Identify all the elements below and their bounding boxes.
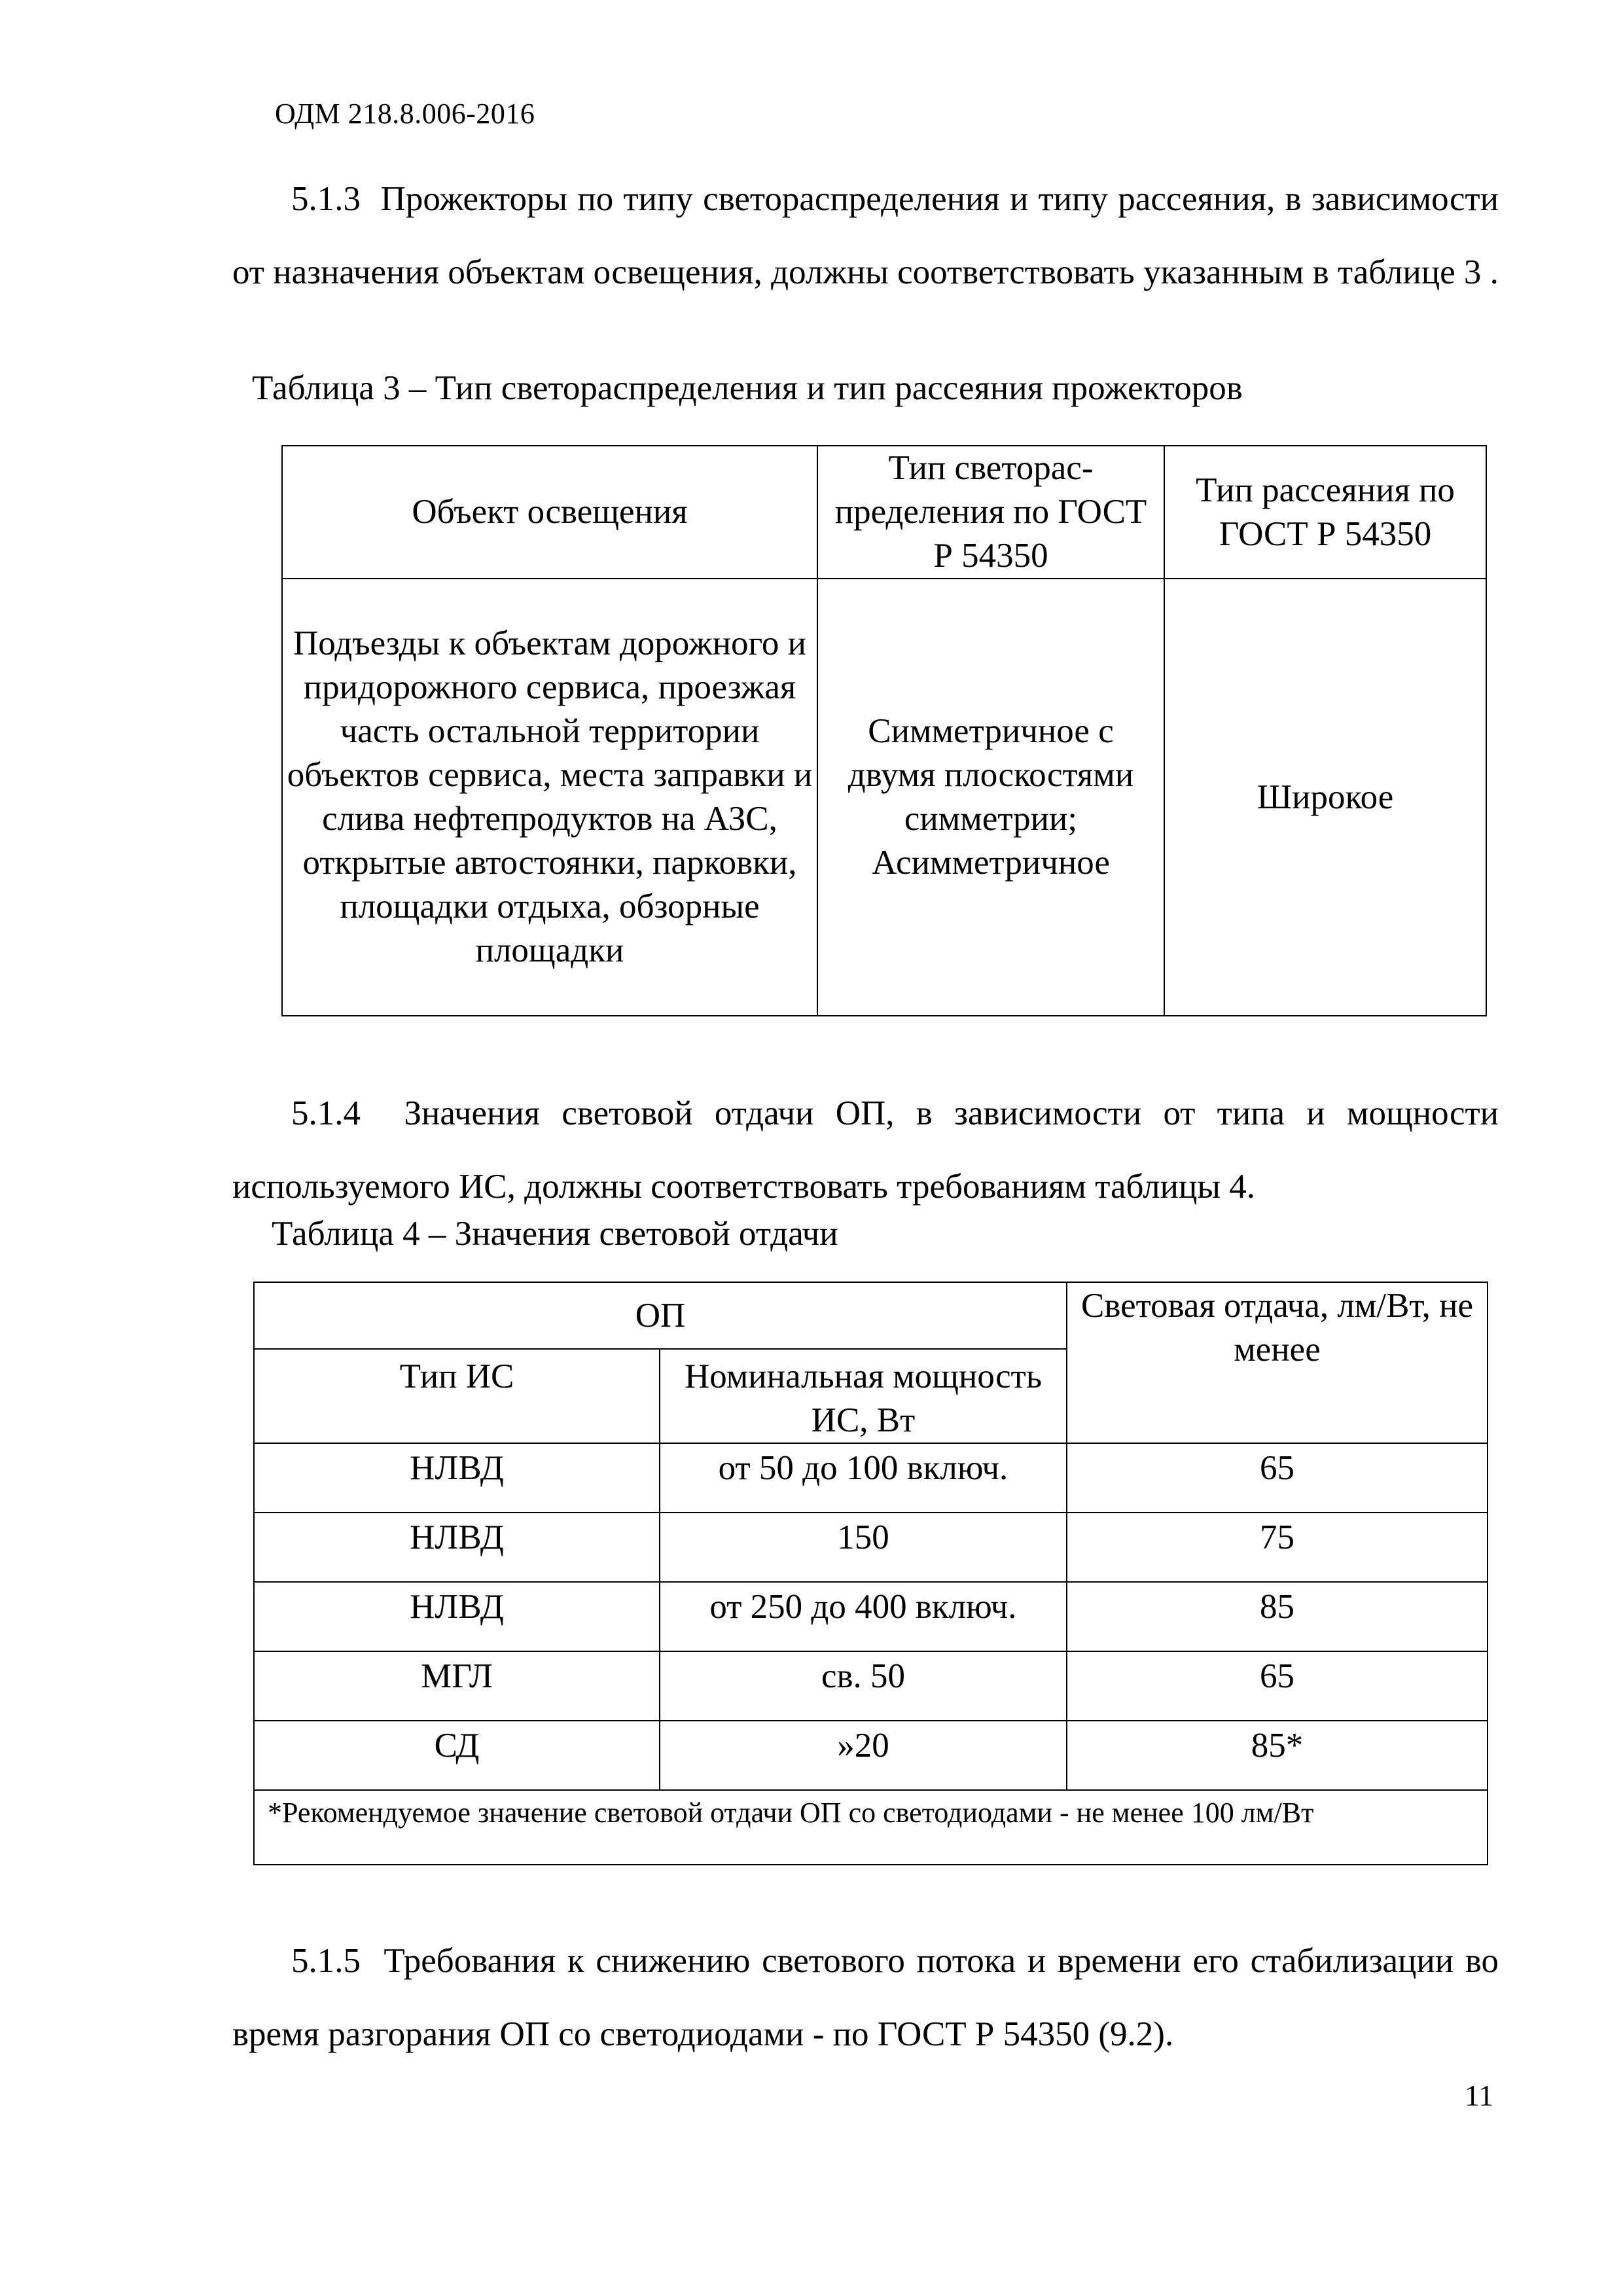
cell-efficacy: 75	[1067, 1513, 1488, 1582]
table-3	[281, 445, 1487, 1016]
table-cell-dispersion: Широкое	[1164, 579, 1486, 1016]
cell-power: св. 50	[660, 1651, 1067, 1721]
table-cell-distribution: Симметричное с двумя плоскостями симметрии; Асимметричное	[817, 579, 1164, 1016]
table-row	[254, 1721, 1488, 1790]
table-row	[254, 1651, 1488, 1721]
cell-efficacy: 85	[1067, 1582, 1488, 1651]
cell-efficacy: 65	[1067, 1443, 1488, 1513]
table-4	[253, 1282, 1488, 1865]
table-header-efficacy: Световая отдача, лм/Вт, не менее	[1067, 1282, 1488, 1443]
cell-power: 150	[660, 1513, 1067, 1582]
paragraph-number: 5.1.4	[291, 1094, 361, 1132]
paragraph-5-1-5	[232, 1924, 1499, 2071]
paragraph-5-1-3	[232, 162, 1499, 309]
paragraph-text: Требования к снижению светового потока и времени его стабилизации во время разгорания ОП со светодиодами - по ГОСТ Р 54350 (9.2).	[232, 1942, 1499, 2053]
table-header-cell: Тип светорас-пределения по ГОСТ Р 54350	[817, 446, 1164, 579]
document-header: ОДМ 218.8.006-2016	[275, 98, 535, 130]
table-row	[254, 1513, 1488, 1582]
paragraph-text: Значения световой отдачи ОП, в зависимости от типа и мощности используемого ИС, должны соответствовать требованиям таблицы 4.	[232, 1094, 1499, 1206]
paragraph-text: Прожекторы по типу светораспределения и типу рассеяния, в зависимости от назначения объектам освещения, должны соответствовать указанным в таблице 3 .	[232, 180, 1499, 291]
cell-efficacy: 65	[1067, 1651, 1488, 1721]
paragraph-number: 5.1.5	[291, 1942, 361, 1980]
cell-type: СД	[254, 1721, 660, 1790]
paragraph-5-1-4	[232, 1077, 1499, 1223]
table-header-cell: Тип рассеяния по ГОСТ Р 54350	[1164, 446, 1486, 579]
cell-type: НЛВД	[254, 1443, 660, 1513]
table-footnote: *Рекомендуемое значение световой отдачи ОП со светодиодами - не менее 100 лм/Вт	[254, 1790, 1488, 1865]
table-group-header: ОП	[254, 1282, 1067, 1349]
table-header-power: Номинальная мощность ИС, Вт	[660, 1349, 1067, 1443]
cell-power: от 50 до 100 включ.	[660, 1443, 1067, 1513]
table-header-type: Тип ИС	[254, 1349, 660, 1443]
cell-type: НЛВД	[254, 1513, 660, 1582]
cell-type: МГЛ	[254, 1651, 660, 1721]
cell-type: НЛВД	[254, 1582, 660, 1651]
table-row	[254, 1582, 1488, 1651]
table-row	[254, 1443, 1488, 1513]
cell-efficacy: 85*	[1067, 1721, 1488, 1790]
paragraph-number: 5.1.3	[291, 180, 361, 218]
table-cell-object: Подъезды к объектам дорожного и придорожного сервиса, проезжая часть остальной территории объектов сервиса, места заправки и слива нефтепродуктов на АЗС, открытые автостоянки, парковки, площадки отдыха, обзорные площадки	[282, 579, 817, 1016]
page-number: 11	[1465, 2079, 1494, 2112]
table-3-caption: Таблица 3 – Тип светораспределения и тип рассеяния прожекторов	[252, 369, 1243, 407]
table-4-caption: Таблица 4 – Значения световой отдачи	[272, 1215, 838, 1253]
table-header-cell: Объект освещения	[282, 446, 817, 579]
cell-power: от 250 до 400 включ.	[660, 1582, 1067, 1651]
cell-power: »20	[660, 1721, 1067, 1790]
